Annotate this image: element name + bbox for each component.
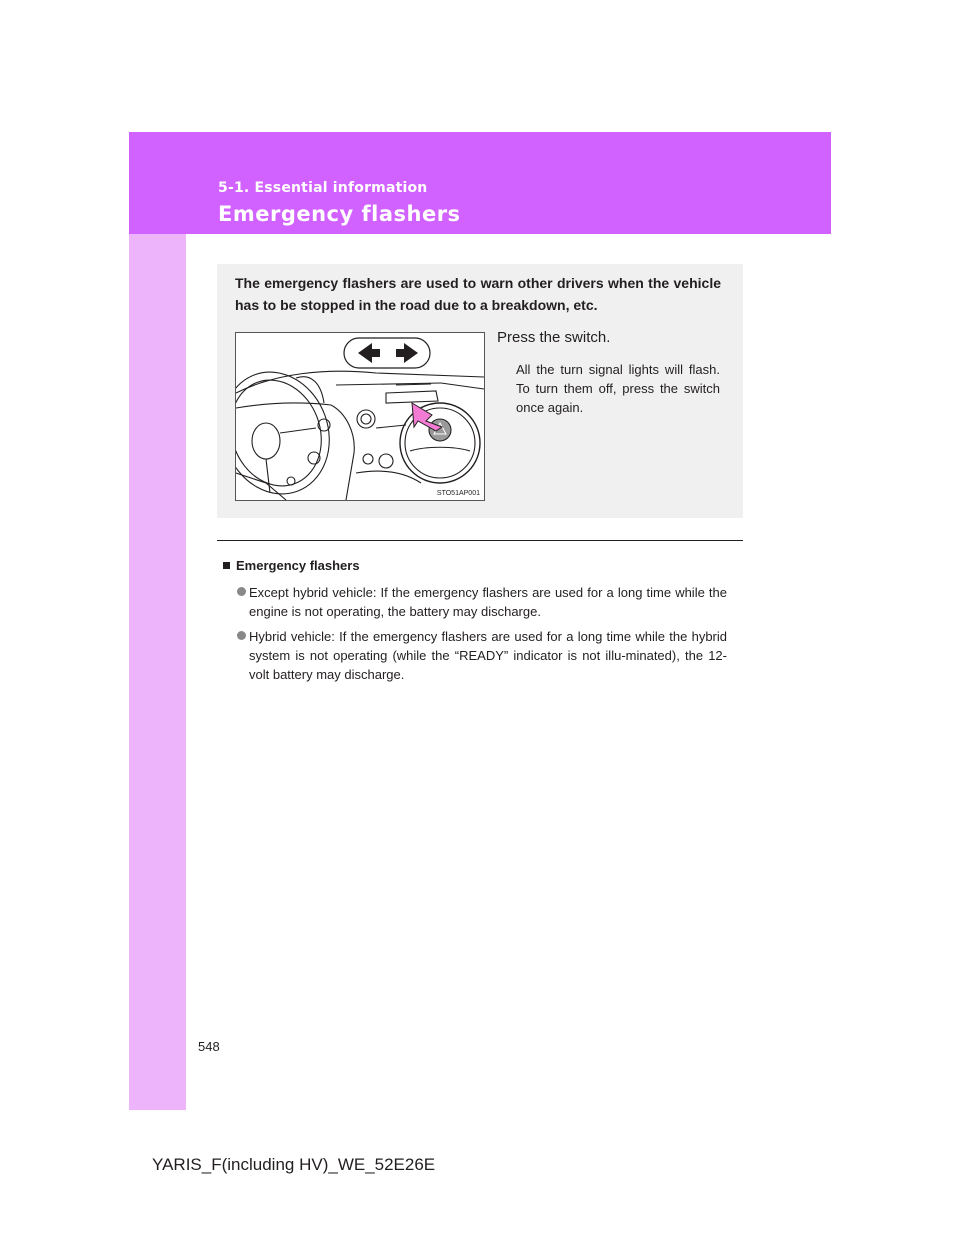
side-tab-strip — [129, 234, 186, 1110]
dashboard-drawing — [236, 333, 484, 500]
note-text: Hybrid vehicle: If the emergency flashers are used for a long time while the hybrid system is not operating (while the “READY” indicator is not illu-minated), the 12-volt battery may discharge. — [249, 629, 727, 682]
footer-doc-id: YARIS_F(including HV)_WE_52E26E — [152, 1155, 436, 1174]
dashboard-illustration — [235, 332, 485, 501]
bullet-dot-icon — [237, 587, 246, 596]
section-label: 5-1. Essential information — [218, 180, 428, 196]
square-bullet-icon — [223, 562, 230, 569]
section-divider — [217, 540, 743, 541]
page-number: 548 — [198, 1039, 220, 1054]
figure-code: STO51AP001 — [436, 490, 480, 497]
step-title: Press the switch. — [497, 329, 611, 346]
step-description: All the turn signal lights will flash. To turn them off, press the switch once again. — [516, 362, 720, 415]
note-text: Except hybrid vehicle: If the emergency flashers are used for a long time while the engine is not operating, the battery may discharge. — [249, 585, 727, 619]
notes-heading-text: Emergency flashers — [236, 558, 360, 573]
note-item — [237, 583, 727, 621]
intro-text: The emergency flashers are used to warn other drivers when the vehicle has to be stopped in the road due to a breakdown, etc. — [235, 275, 721, 313]
notes-heading — [223, 558, 360, 573]
bullet-dot-icon — [237, 631, 246, 640]
page-title: Emergency flashers — [218, 202, 461, 226]
note-item — [237, 627, 727, 684]
